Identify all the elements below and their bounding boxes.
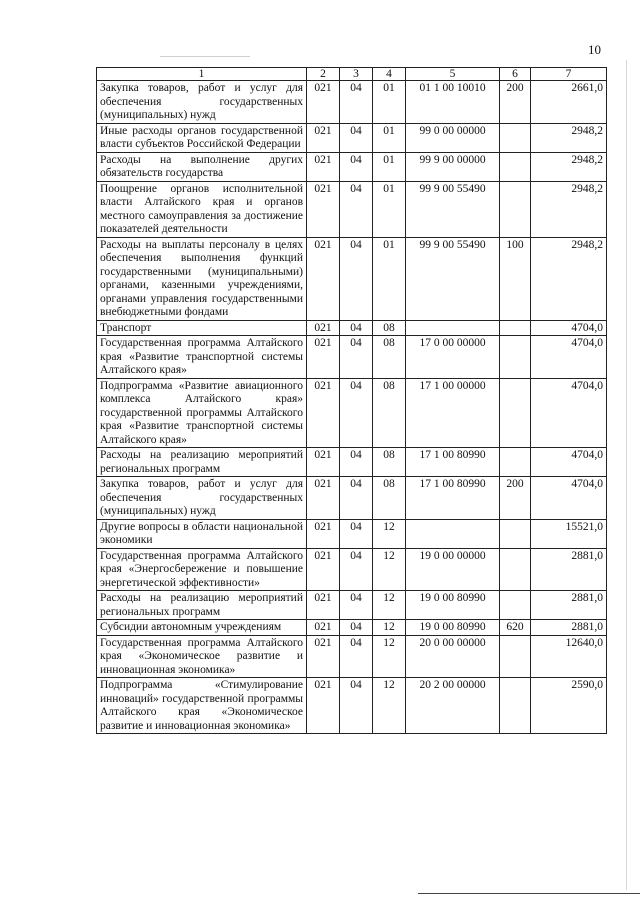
row-section-cell: 04: [340, 678, 373, 734]
row-amount-cell: 12640,0: [531, 635, 607, 678]
row-section-cell: 04: [340, 378, 373, 448]
row-name-cell: Расходы на выплаты персоналу в целях обеспечения выполнения функций государственными (муниципальными) органами, казенными учреждениями, органами управления государственными внебюджетными фондами: [97, 237, 307, 320]
row-amount-cell: 4704,0: [531, 336, 607, 379]
row-section-cell: 04: [340, 320, 373, 336]
row-expense-type-cell: [500, 635, 531, 678]
row-admin-code-cell: 021: [307, 320, 340, 336]
row-subsection-cell: 08: [373, 448, 406, 477]
row-section-cell: 04: [340, 548, 373, 591]
col-header-3: 3: [340, 68, 373, 81]
table-row: [97, 181, 607, 237]
row-name-cell: Субсидии автономным учреждениям: [97, 620, 307, 636]
row-expense-type-cell: [500, 378, 531, 448]
table-row: [97, 635, 607, 678]
row-name-cell: Государственная программа Алтайского края «Экономическое развитие и инновационная экономика»: [97, 635, 307, 678]
bottom-rule: [418, 893, 640, 894]
row-name-cell: Подпрограмма «Стимулирование инноваций» государственной программы Алтайского края «Экономическое развитие и инновационная экономика»: [97, 678, 307, 734]
row-admin-code-cell: 021: [307, 378, 340, 448]
row-section-cell: 04: [340, 181, 373, 237]
row-admin-code-cell: 021: [307, 152, 340, 181]
row-name-cell: Транспорт: [97, 320, 307, 336]
row-target-article-cell: 99 9 00 55490: [406, 181, 500, 237]
row-name-cell: Государственная программа Алтайского края «Развитие транспортной системы Алтайского края»: [97, 336, 307, 379]
row-expense-type-cell: [500, 336, 531, 379]
row-section-cell: 04: [340, 620, 373, 636]
row-section-cell: 04: [340, 591, 373, 620]
row-section-cell: 04: [340, 519, 373, 548]
row-target-article-cell: 17 1 00 00000: [406, 378, 500, 448]
row-amount-cell: 4704,0: [531, 378, 607, 448]
row-admin-code-cell: 021: [307, 448, 340, 477]
row-target-article-cell: 17 1 00 80990: [406, 448, 500, 477]
row-target-article-cell: 99 0 00 00000: [406, 123, 500, 152]
row-admin-code-cell: 021: [307, 181, 340, 237]
row-subsection-cell: 12: [373, 548, 406, 591]
row-expense-type-cell: [500, 320, 531, 336]
row-target-article-cell: 99 9 00 00000: [406, 152, 500, 181]
row-subsection-cell: 08: [373, 378, 406, 448]
table-row: [97, 81, 607, 124]
row-expense-type-cell: [500, 548, 531, 591]
row-amount-cell: 4704,0: [531, 448, 607, 477]
table-row: [97, 448, 607, 477]
row-subsection-cell: 12: [373, 519, 406, 548]
table-row: [97, 519, 607, 548]
col-header-2: 2: [307, 68, 340, 81]
row-section-cell: 04: [340, 237, 373, 320]
row-amount-cell: 2590,0: [531, 678, 607, 734]
row-target-article-cell: 17 1 00 80990: [406, 477, 500, 520]
table-row: [97, 548, 607, 591]
row-admin-code-cell: 021: [307, 336, 340, 379]
row-name-cell: Расходы на реализацию мероприятий региональных программ: [97, 591, 307, 620]
row-name-cell: Иные расходы органов государственной власти субъектов Российской Федерации: [97, 123, 307, 152]
table-row: [97, 336, 607, 379]
row-amount-cell: 2881,0: [531, 620, 607, 636]
row-expense-type-cell: [500, 448, 531, 477]
row-expense-type-cell: [500, 181, 531, 237]
col-header-4: 4: [373, 68, 406, 81]
row-subsection-cell: 08: [373, 336, 406, 379]
table-row: [97, 678, 607, 734]
table-row: [97, 477, 607, 520]
row-subsection-cell: 08: [373, 477, 406, 520]
row-subsection-cell: 01: [373, 152, 406, 181]
row-expense-type-cell: 200: [500, 477, 531, 520]
row-section-cell: 04: [340, 477, 373, 520]
row-section-cell: 04: [340, 336, 373, 379]
row-expense-type-cell: [500, 519, 531, 548]
row-expense-type-cell: [500, 123, 531, 152]
row-expense-type-cell: 620: [500, 620, 531, 636]
row-name-cell: Государственная программа Алтайского края «Энергосбережение и повышение энергетической эффективности»: [97, 548, 307, 591]
row-subsection-cell: 12: [373, 635, 406, 678]
row-expense-type-cell: [500, 591, 531, 620]
budget-table: [96, 67, 607, 734]
row-target-article-cell: 19 0 00 80990: [406, 620, 500, 636]
table-row: [97, 237, 607, 320]
row-amount-cell: 2661,0: [531, 81, 607, 124]
row-section-cell: 04: [340, 448, 373, 477]
row-section-cell: 04: [340, 123, 373, 152]
row-name-cell: Расходы на реализацию мероприятий региональных программ: [97, 448, 307, 477]
row-subsection-cell: 01: [373, 123, 406, 152]
row-admin-code-cell: 021: [307, 123, 340, 152]
row-admin-code-cell: 021: [307, 620, 340, 636]
row-expense-type-cell: [500, 678, 531, 734]
row-target-article-cell: 20 2 00 00000: [406, 678, 500, 734]
table-row: [97, 152, 607, 181]
row-admin-code-cell: 021: [307, 678, 340, 734]
row-name-cell: Подпрограмма «Развитие авиационного комплекса Алтайского края» государственной программы Алтайского края «Развитие транспортной системы Алтайского края»: [97, 378, 307, 448]
header-row: [97, 68, 607, 81]
row-subsection-cell: 12: [373, 678, 406, 734]
table-row: [97, 123, 607, 152]
row-amount-cell: 2881,0: [531, 591, 607, 620]
row-amount-cell: 2948,2: [531, 237, 607, 320]
row-expense-type-cell: 200: [500, 81, 531, 124]
table-row: [97, 591, 607, 620]
row-admin-code-cell: 021: [307, 237, 340, 320]
row-name-cell: Закупка товаров, работ и услуг для обеспечения государственных (муниципальных) нужд: [97, 81, 307, 124]
scan-artifact-line: [160, 56, 250, 57]
row-target-article-cell: [406, 320, 500, 336]
row-amount-cell: 15521,0: [531, 519, 607, 548]
row-target-article-cell: 19 0 00 80990: [406, 591, 500, 620]
col-header-1: 1: [97, 68, 307, 81]
row-target-article-cell: 17 0 00 00000: [406, 336, 500, 379]
row-admin-code-cell: 021: [307, 591, 340, 620]
row-target-article-cell: [406, 519, 500, 548]
table-row: [97, 620, 607, 636]
row-expense-type-cell: [500, 152, 531, 181]
col-header-5: 5: [406, 68, 500, 81]
row-subsection-cell: 01: [373, 181, 406, 237]
page-number: 10: [588, 42, 601, 57]
scan-edge-line: [626, 60, 627, 890]
row-target-article-cell: 20 0 00 00000: [406, 635, 500, 678]
row-target-article-cell: 01 1 00 10010: [406, 81, 500, 124]
row-section-cell: 04: [340, 152, 373, 181]
row-subsection-cell: 08: [373, 320, 406, 336]
row-subsection-cell: 01: [373, 81, 406, 124]
row-subsection-cell: 01: [373, 237, 406, 320]
table-row: [97, 378, 607, 448]
row-amount-cell: 2948,2: [531, 123, 607, 152]
col-header-6: 6: [500, 68, 531, 81]
table-row: [97, 320, 607, 336]
row-expense-type-cell: 100: [500, 237, 531, 320]
row-subsection-cell: 12: [373, 620, 406, 636]
row-admin-code-cell: 021: [307, 477, 340, 520]
row-amount-cell: 4704,0: [531, 477, 607, 520]
row-name-cell: Расходы на выполнение других обязательств государства: [97, 152, 307, 181]
row-name-cell: Поощрение органов исполнительной власти Алтайского края и органов местного самоуправления за достижение показателей деятельности: [97, 181, 307, 237]
row-target-article-cell: 99 9 00 55490: [406, 237, 500, 320]
row-amount-cell: 2881,0: [531, 548, 607, 591]
row-section-cell: 04: [340, 81, 373, 124]
row-amount-cell: 4704,0: [531, 320, 607, 336]
row-target-article-cell: 19 0 00 00000: [406, 548, 500, 591]
row-admin-code-cell: 021: [307, 548, 340, 591]
row-subsection-cell: 12: [373, 591, 406, 620]
row-section-cell: 04: [340, 635, 373, 678]
row-amount-cell: 2948,2: [531, 152, 607, 181]
row-name-cell: Закупка товаров, работ и услуг для обеспечения государственных (муниципальных) нужд: [97, 477, 307, 520]
row-admin-code-cell: 021: [307, 519, 340, 548]
row-admin-code-cell: 021: [307, 635, 340, 678]
row-name-cell: Другие вопросы в области национальной экономики: [97, 519, 307, 548]
col-header-7: 7: [531, 68, 607, 81]
row-admin-code-cell: 021: [307, 81, 340, 124]
row-amount-cell: 2948,2: [531, 181, 607, 237]
